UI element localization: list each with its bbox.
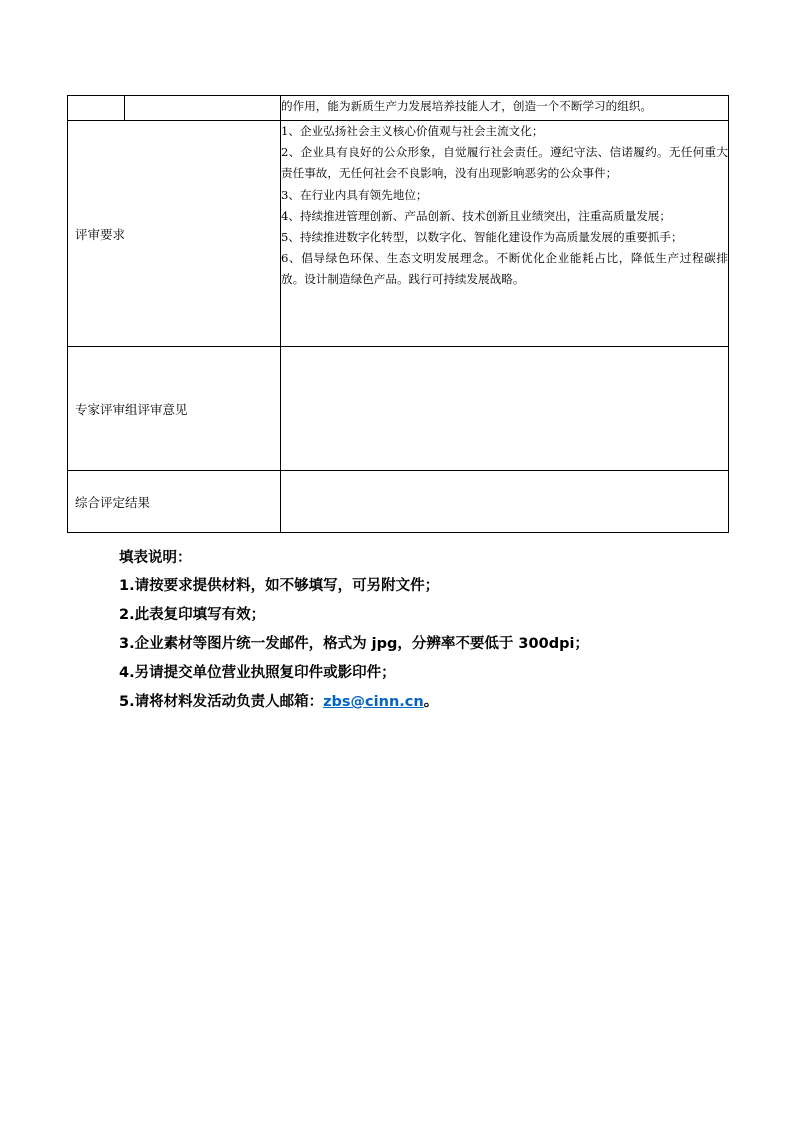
requirement-item: 1、企业弘扬社会主义核心价值观与社会主流文化； [281,124,544,138]
continuation-cell-2 [125,96,281,121]
overall-result-row [68,471,729,533]
review-requirements-row [68,121,729,347]
email-link[interactable]: zbs@cinn.cn [323,694,424,710]
requirement-item: 6、倡导绿色环保、生态文明发展理念。不断优化企业能耗占比，降低生产过程碳排放。设计制造绿色产品。践行可持续发展战略。 [281,251,728,287]
instruction-item-email [119,688,719,717]
requirement-item: 4、持续推进管理创新、产品创新、技术创新且业绩突出，注重高质量发展； [281,208,671,223]
email-suffix: 。 [423,694,439,710]
overall-result-field[interactable] [281,471,729,533]
evaluation-form-table [67,95,729,533]
instruction-item: 2.此表复印填写有效； [119,607,266,623]
filling-instructions [119,544,719,717]
review-requirements-list [281,121,729,347]
email-prefix: 5.请将材料发活动负责人邮箱： [119,694,324,710]
instructions-title: 填表说明： [119,550,192,566]
overall-result-label: 综合评定结果 [68,471,281,533]
requirement-item: 2、企业具有良好的公众形象，自觉履行社会责任。遵纪守法、信诺履约。无任何重大责任事故，无任何社会不良影响，没有出现影响恶劣的公众事件； [281,145,728,181]
requirement-item: 3、在行业内具有领先地位； [281,187,428,202]
instruction-item: 1.请按要求提供材料，如不够填写，可另附文件； [119,578,440,594]
review-requirements-label: 评审要求 [68,121,281,347]
expert-opinion-field[interactable] [281,347,729,471]
expert-opinion-row [68,347,729,471]
instruction-item: 4.另请提交单位营业执照复印件或影印件； [119,665,396,681]
instruction-item: 3.企业素材等图片统一发邮件，格式为 jpg，分辨率不要低于 300dpi； [119,636,589,652]
requirement-item: 5、持续推进数字化转型，以数字化、智能化建设作为高质量发展的重要抓手； [281,230,683,245]
continuation-text: 的作用，能为新质生产力发展培养技能人才，创造一个不断学习的组织。 [281,96,729,121]
continuation-cell-1 [68,96,125,121]
expert-opinion-label: 专家评审组评审意见 [68,347,281,471]
continuation-row [68,96,729,121]
